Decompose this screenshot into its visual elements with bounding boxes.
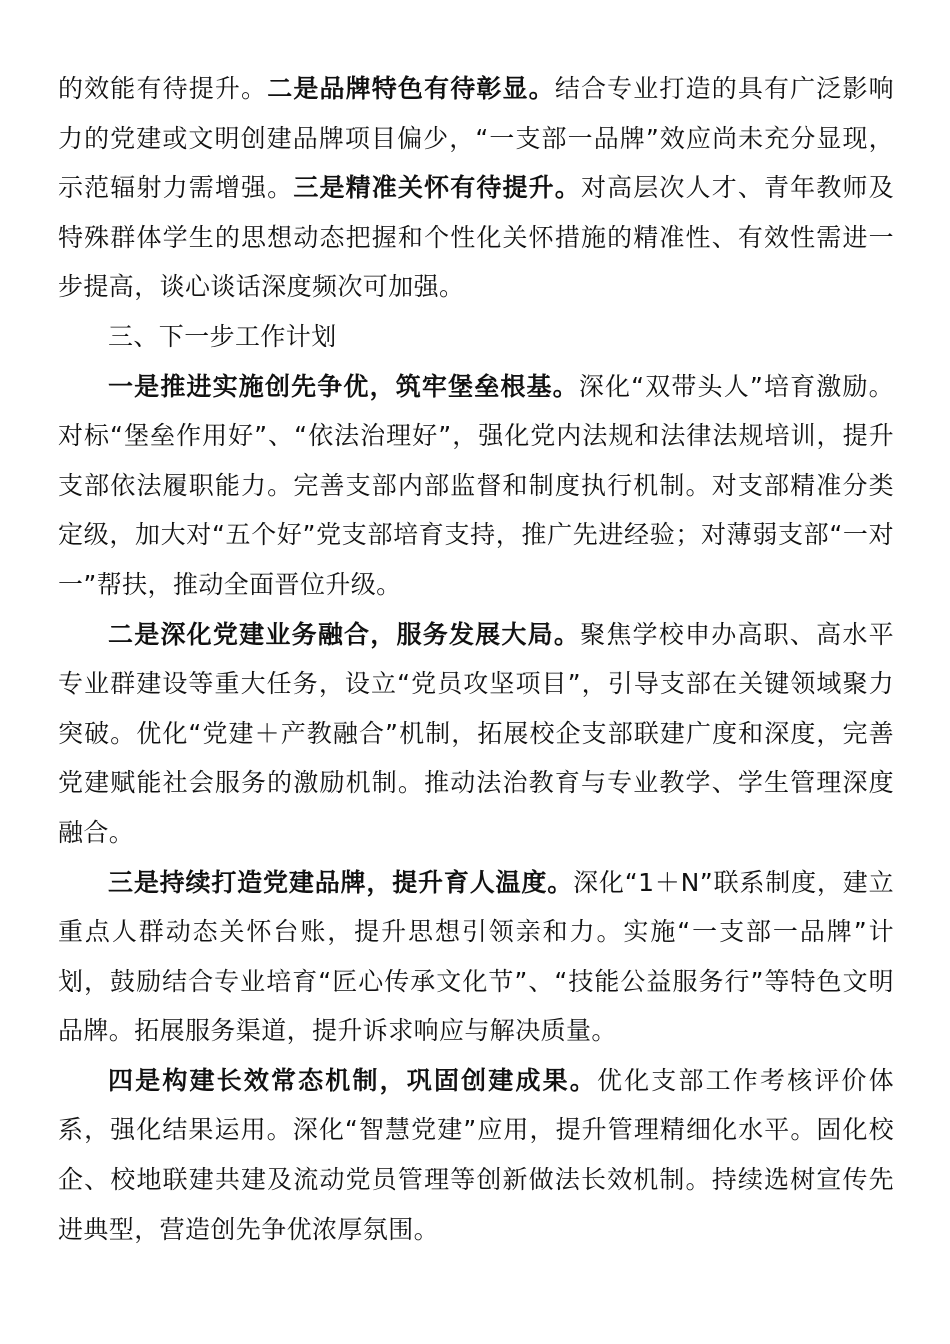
plan-4-text: 优化支部工作考核评价体系，强化结果运用。深化“智慧党建”应用，提升管理精细化水平。固化校企、校地联建共建及流动党员管理等创新做法长效机制。持续选树宣传先进典型，营造创先争优浓厚氛围。 xyxy=(58,1065,894,1244)
plan-paragraph-1 xyxy=(58,362,894,610)
plan-paragraph-2 xyxy=(58,610,894,858)
continuation-lead: 的效能有待提升。 xyxy=(58,74,268,103)
document-page xyxy=(58,64,894,1254)
plan-2-text: 聚焦学校申办高职、高水平专业群建设等重大任务，设立“党员攻坚项目”，引导支部在关键领域聚力突破。优化“党建＋产教融合”机制，拓展校企支部联建广度和深度，完善党建赋能社会服务的激励机制。推动法治教育与专业教学、学生管理深度融合。 xyxy=(58,619,894,847)
plan-paragraph-3 xyxy=(58,858,894,1056)
item3-title: 三是精准关怀有待提升。 xyxy=(293,173,581,203)
plan-3-text: 深化“1＋N”联系制度，建立重点人群动态关怀台账，提升思想引领亲和力。实施“一支部一品牌”计划，鼓励结合专业培育“匠心传承文化节”、“技能公益服务行”等特色文明品牌。拓展服务渠道，提升诉求响应与解决质量。 xyxy=(58,867,894,1046)
plan-3-title: 三是持续打造党建品牌，提升育人温度。 xyxy=(108,867,574,897)
plan-4-title: 四是构建长效常态机制，巩固创建成果。 xyxy=(108,1065,597,1095)
section-heading: 三、下一步工作计划 xyxy=(108,321,337,351)
item2-title: 二是品牌特色有待彰显。 xyxy=(267,74,555,103)
plan-1-text: 深化“双带头人”培育激励。对标“堡垒作用好”、“依法治理好”，强化党内法规和法律法规培训，提升支部依法履职能力。完善支部内部监督和制度执行机制。对支部精准分类定级，加大对“五个好”党支部培育支持，推广先进经验；对薄弱支部“一对一”帮扶，推动全面晋位升级。 xyxy=(58,371,895,599)
plan-1-title: 一是推进实施创先争优，筑牢堡垒根基。 xyxy=(108,371,579,401)
item2-text: 结合专业打造的具有广泛影响力的党建或文明创建品牌项目偏少，“一支部一品牌”效应尚未充分显现，示范辐射力需增强。 xyxy=(58,74,895,203)
plan-paragraph-4 xyxy=(58,1056,894,1254)
item3-text: 对高层次人才、青年教师及特殊群体学生的思想动态把握和个性化关怀措施的精准性、有效性需进一步提高，谈心谈话深度频次可加强。 xyxy=(58,173,894,302)
plan-2-title: 二是深化党建业务融合，服务发展大局。 xyxy=(108,619,581,649)
continuation-paragraph xyxy=(58,64,894,312)
